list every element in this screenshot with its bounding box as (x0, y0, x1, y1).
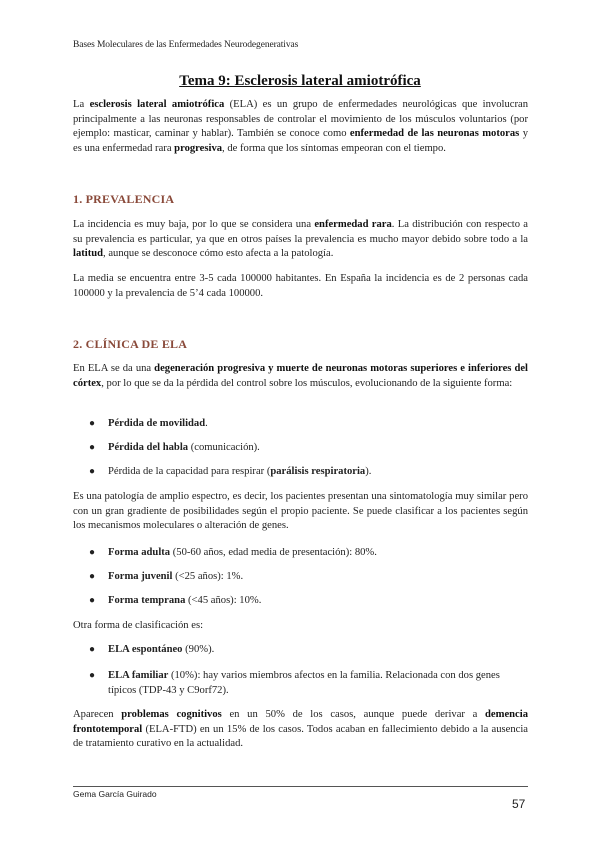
text-run: En ELA se da una (73, 363, 155, 374)
prevalence-paragraph-2: La media se encuentra entre 3-5 cada 100000 habitantes. En España la incidencia es de 2 personas cada 100000 y la prevalencia de 5’4 cada 100000. (73, 273, 528, 299)
list-item-text (108, 441, 528, 456)
bold-term: Forma temprana (108, 595, 186, 606)
bold-term: demencia frontotemporal (73, 709, 528, 735)
page-title: Tema 9: Esclerosis lateral amiotrófica (179, 73, 421, 89)
bullet-icon: ● (89, 670, 96, 681)
bold-term: Forma adulta (108, 547, 171, 558)
text-run: La (73, 99, 90, 110)
prevalence-paragraph-1 (73, 218, 528, 262)
bold-term: ELA espontáneo (108, 644, 183, 655)
text-run: , por lo que se da la pérdida del control sobre los músculos, evolucionando de la siguiente forma: (101, 377, 513, 389)
clinic-paragraph-3: Otra forma de clasificación es: (73, 620, 204, 631)
bullet-icon: ● (89, 547, 96, 558)
bold-term: ELA familiar (108, 670, 169, 681)
text-run: (90%). (182, 644, 215, 655)
bold-term: Forma juvenil (108, 571, 173, 582)
bullet-icon: ● (89, 442, 96, 453)
intro-paragraph (73, 98, 528, 156)
bold-term: degeneración progresiva y muerte de neuronas motoras superiores e inferiores del córtex (73, 363, 528, 389)
footer-divider (73, 786, 528, 787)
text-run: , aunque se desconoce cómo esto afecta a la patología. (103, 248, 334, 260)
clinic-paragraph-2: Es una patología de amplio espectro, es decir, los pacientes presentan una sintomatología muy similar pero con un gran gradiente de posibilidades según el propio paciente. Se puede clasificar a los pacientes según los mecanismos moleculares o alteración de genes. (73, 491, 528, 532)
list-item-text (108, 546, 528, 561)
bold-term: progresiva (174, 142, 223, 154)
list-item-text (108, 465, 528, 480)
text-run: y es una enfermedad rara (73, 128, 528, 154)
text-run: . (205, 418, 208, 429)
bold-term: enfermedad de las neuronas motoras (349, 128, 520, 140)
text-run: (<25 años): 1%. (172, 571, 244, 582)
text-run: (ELA) es un grupo de enfermedades neurológicas que involucran principalmente a las neuronas responsables de controlar el movimiento de los músculos voluntarios (por ejemplo: masticar, caminar y hablar). También se conoce como (73, 99, 528, 140)
footer-author: Gema García Guirado (73, 789, 157, 799)
text-run: ). (365, 466, 372, 477)
text-run: Aparecen (73, 709, 122, 720)
list-item-text (108, 669, 528, 698)
running-header: Bases Moleculares de las Enfermedades Neurodegenerativas (73, 40, 299, 50)
bullet-icon: ● (89, 571, 96, 582)
text-run: (10%): hay varios miembros afectos en la familia. Relacionada con dos genes típicos (TDP-43 y C9orf72). (108, 670, 500, 696)
text-run: en un 50% de los casos, aunque puede derivar a (221, 709, 486, 720)
list-item-text (108, 417, 528, 432)
bold-term: enfermedad rara (314, 219, 392, 230)
list-item-text (108, 570, 528, 585)
bullet-icon: ● (89, 595, 96, 606)
bold-term: latitud (73, 248, 104, 260)
text-run: La incidencia es muy baja, por lo que se considera una (73, 219, 315, 230)
text-run: , de forma que los síntomas empeoran con el tiempo. (222, 142, 446, 154)
bold-term: Pérdida del habla (108, 442, 189, 453)
page-number: 57 (512, 797, 526, 811)
section-heading-clinica: 2. CLÍNICA DE ELA (73, 337, 188, 351)
bullet-icon: ● (89, 466, 96, 477)
text-run: Pérdida de la capacidad para respirar ( (108, 466, 271, 477)
list-item-text (108, 643, 528, 658)
bold-term: esclerosis lateral amiotrófica (89, 99, 225, 110)
text-run: (comunicación). (188, 442, 260, 453)
bullet-icon: ● (89, 418, 96, 429)
bullet-icon: ● (89, 644, 96, 655)
text-run: . La distribución con respecto a su prevalencia es particular, ya que en otros países la prevalencia es mucho mayor debido sobre todo a la (73, 219, 529, 245)
list-item-text (108, 594, 528, 609)
text-run: (ELA-FTD) en un 15% de los casos. Todos acaban en fallecimiento debido a la ausencia de tratamiento curativo en la actualidad. (73, 723, 528, 750)
clinic-paragraph-1 (73, 362, 528, 391)
text-run: (50-60 años, edad media de presentación): 80%. (170, 547, 377, 558)
clinic-paragraph-4 (73, 708, 528, 752)
bold-term: problemas cognitivos (121, 709, 222, 720)
section-heading-prevalencia: 1. PREVALENCIA (73, 192, 175, 206)
bold-term: Pérdida de movilidad (108, 418, 206, 429)
text-run: (<45 años): 10%. (185, 595, 262, 606)
bold-term: parálisis respiratoria (270, 466, 366, 477)
